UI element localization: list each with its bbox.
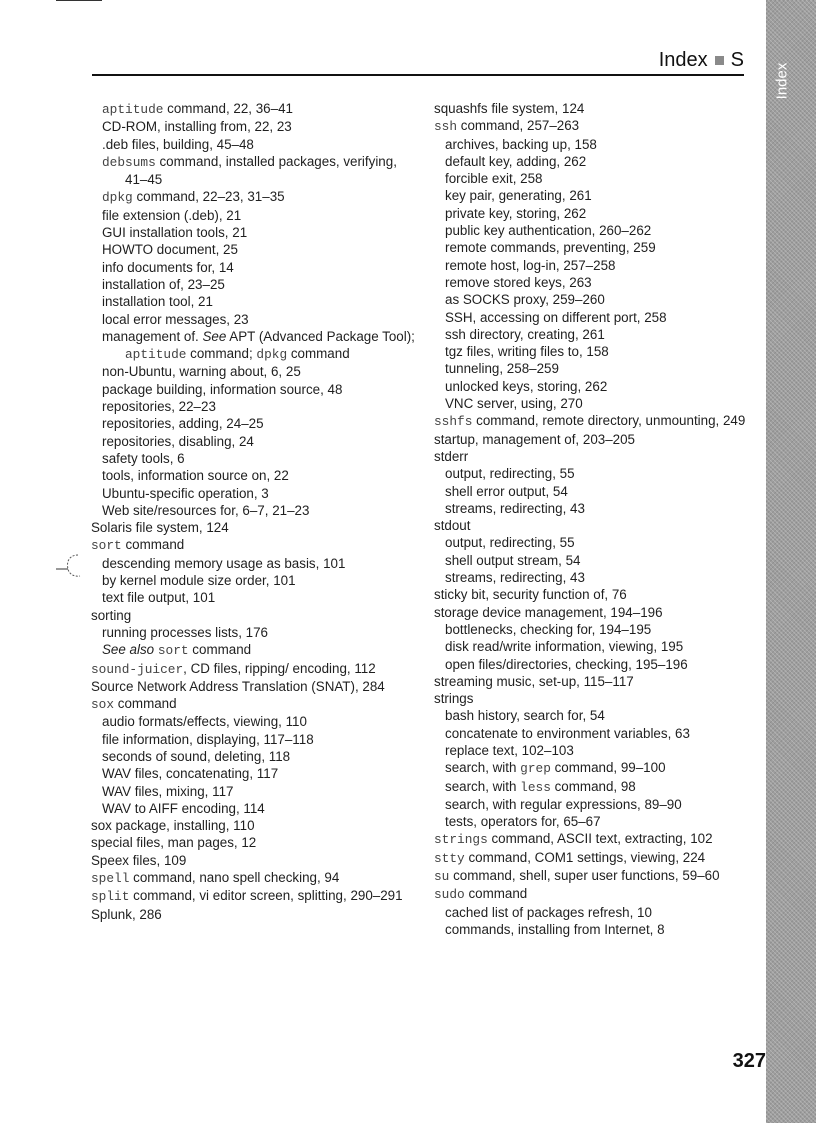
index-subentry — [434, 921, 764, 938]
index-subentry — [434, 742, 764, 759]
cross-reference: See also — [102, 642, 155, 658]
command-name: split — [91, 889, 130, 905]
index-subentry — [91, 188, 421, 206]
index-entry — [434, 830, 764, 848]
entry-text: command, 22–23, 31–35 — [132, 189, 285, 205]
entry-text: SSH, accessing on different port, 258 — [445, 309, 667, 325]
crop-mark — [56, 0, 102, 1]
entry-text: strings — [434, 691, 474, 707]
command-name: strings — [434, 832, 488, 848]
entry-text: archives, backing up, 158 — [445, 136, 597, 152]
command-name: sox — [91, 697, 115, 713]
entry-text: Splunk, 286 — [91, 906, 162, 922]
entry-text: command, shell, super user functions, 59–60 — [449, 868, 720, 884]
index-column-right — [434, 100, 764, 938]
entry-text: bottlenecks, checking for, 194–195 — [445, 621, 652, 637]
entry-text: info documents for, 14 — [102, 259, 234, 275]
entry-text: tests, operators for, 65–67 — [445, 814, 601, 830]
entry-text: sorting — [91, 607, 132, 623]
index-entry — [434, 431, 764, 448]
command-name: grep — [520, 761, 551, 777]
entry-text: non-Ubuntu, warning about, 6, 25 — [102, 364, 301, 380]
index-subentry — [91, 311, 421, 328]
entry-text: shell output stream, 54 — [445, 552, 581, 568]
entry-text: search, with — [445, 778, 521, 794]
entry-text: streams, redirecting, 43 — [445, 500, 585, 516]
entry-text: output, redirecting, 55 — [445, 535, 575, 551]
entry-text: command, 257–263 — [457, 118, 580, 134]
index-entry — [434, 673, 764, 690]
index-entry — [91, 869, 421, 887]
index-entry — [91, 660, 421, 678]
index-subentry — [434, 360, 764, 377]
index-entry — [91, 536, 421, 554]
index-subentry — [91, 136, 421, 153]
index-subentry — [91, 259, 421, 276]
index-entry — [434, 885, 764, 903]
entry-text: .deb files, building, 45–48 — [102, 136, 254, 152]
entry-text: installation of, 23–25 — [102, 276, 225, 292]
index-subentry — [434, 778, 764, 796]
entry-text: repositories, 22–23 — [102, 399, 216, 415]
command-name: sound-juicer — [91, 661, 184, 677]
entry-text: audio formats/effects, viewing, 110 — [102, 714, 307, 730]
command-name: sshfs — [434, 414, 473, 430]
command-name: dpkg — [102, 190, 133, 206]
index-subentry — [91, 241, 421, 258]
entry-text: safety tools, 6 — [102, 450, 185, 466]
cross-reference: See — [202, 328, 227, 344]
index-subentry — [434, 483, 764, 500]
entry-text: stderr — [434, 448, 469, 464]
index-entry — [91, 519, 421, 536]
index-subentry — [434, 291, 764, 308]
entry-text: text file output, 101 — [102, 590, 216, 606]
entry-text: streaming music, set-up, 115–117 — [434, 673, 634, 689]
index-subentry — [434, 239, 764, 256]
entry-text: command — [121, 537, 185, 553]
index-entry — [91, 834, 421, 851]
index-subentry — [434, 552, 764, 569]
index-subentry — [434, 796, 764, 813]
index-column-left — [91, 100, 421, 923]
entry-text: command, nano spell checking, 94 — [129, 870, 340, 886]
command-name: su — [434, 869, 450, 885]
entry-text: by kernel module size order, 101 — [102, 573, 296, 589]
index-subentry — [91, 572, 421, 589]
entry-text: commands, installing from Internet, 8 — [445, 921, 665, 937]
entry-text: sticky bit, security function of, 76 — [434, 587, 627, 603]
index-subentry — [434, 656, 764, 673]
index-subentry — [434, 257, 764, 274]
entry-text: private key, storing, 262 — [445, 205, 587, 221]
index-subentry — [91, 276, 421, 293]
entry-text: CD-ROM, installing from, 22, 23 — [102, 119, 292, 135]
index-entry — [434, 448, 764, 465]
index-subentry — [91, 485, 421, 502]
index-entry — [434, 117, 764, 135]
index-subentry — [91, 207, 421, 224]
entry-text: replace text, 102–103 — [445, 742, 574, 758]
entry-text: forcible exit, 258 — [445, 171, 543, 187]
entry-text: sox package, installing, 110 — [91, 818, 255, 834]
command-name: ssh — [434, 119, 458, 135]
entry-text: Ubuntu-specific operation, 3 — [102, 485, 269, 501]
entry-text: Solaris file system, 124 — [91, 520, 229, 536]
entry-text: file information, displaying, 117–118 — [102, 731, 314, 747]
entry-text: command, vi editor screen, splitting, 290–291 — [129, 888, 403, 904]
entry-text: streams, redirecting, 43 — [445, 570, 585, 586]
index-subentry — [434, 813, 764, 830]
index-subentry — [434, 569, 764, 586]
index-subentry — [91, 224, 421, 241]
index-subentry — [91, 433, 421, 450]
entry-text: remote host, log-in, 257–258 — [445, 257, 616, 273]
index-entry — [91, 607, 421, 624]
index-subentry — [91, 555, 421, 572]
index-subentry — [91, 415, 421, 432]
index-subentry — [434, 725, 764, 742]
entry-text: Web site/resources for, 6–7, 21–23 — [102, 502, 310, 518]
entry-text: public key authentication, 260–262 — [445, 223, 652, 239]
entry-text: shell error output, 54 — [445, 483, 568, 499]
command-name: dpkg — [256, 347, 288, 363]
index-subentry — [434, 621, 764, 638]
entry-text: WAV files, mixing, 117 — [102, 783, 234, 799]
index-subentry — [434, 638, 764, 655]
entry-text: bash history, search for, 54 — [445, 708, 605, 724]
entry-text: command — [114, 696, 177, 712]
entry-text: Source Network Address Translation (SNAT), 284 — [91, 678, 385, 694]
index-subentry — [434, 534, 764, 551]
index-entry — [91, 817, 421, 834]
index-entry — [434, 690, 764, 707]
index-subentry — [434, 205, 764, 222]
command-name: debsums — [102, 154, 156, 170]
command-name: sudo — [434, 887, 465, 903]
entry-text: output, redirecting, 55 — [445, 466, 575, 482]
index-subentry — [91, 783, 421, 800]
page-number: 327 — [732, 1050, 766, 1072]
entry-text: repositories, adding, 24–25 — [102, 416, 264, 432]
index-subentry — [91, 153, 421, 189]
index-entry — [434, 517, 764, 534]
entry-text: concatenate to environment variables, 63 — [445, 725, 690, 741]
index-subentry — [434, 170, 764, 187]
index-subentry — [434, 222, 764, 239]
side-tab-label: Index — [773, 62, 791, 100]
entry-text: tgz files, writing files to, 158 — [445, 344, 609, 360]
entry-text: unlocked keys, storing, 262 — [445, 378, 608, 394]
entry-text: command — [188, 642, 252, 658]
entry-text: command, 99–100 — [550, 760, 666, 776]
entry-text: Speex files, 109 — [91, 852, 187, 868]
entry-text: , CD files, ripping/ encoding, 112 — [183, 660, 376, 676]
index-subentry — [91, 731, 421, 748]
entry-text: tools, information source on, 22 — [102, 468, 289, 484]
index-subentry — [434, 707, 764, 724]
index-subentry — [434, 274, 764, 291]
entry-text: local error messages, 23 — [102, 311, 249, 327]
index-subentry — [91, 502, 421, 519]
running-header — [92, 48, 744, 76]
entry-text: search, with regular expressions, 89–90 — [445, 796, 682, 812]
entry-text: WAV to AIFF encoding, 114 — [102, 800, 265, 816]
entry-text: command, ASCII text, extracting, 102 — [487, 831, 713, 847]
index-entry — [91, 678, 421, 695]
index-subentry — [91, 641, 421, 659]
entry-text: file extension (.deb), 21 — [102, 207, 242, 223]
header-separator-square — [715, 56, 724, 65]
index-subentry — [434, 187, 764, 204]
entry-text: command, 98 — [550, 778, 636, 794]
entry-text: open files/directories, checking, 195–196 — [445, 656, 688, 672]
entry-text: startup, management of, 203–205 — [434, 431, 635, 447]
entry-text: GUI installation tools, 21 — [102, 225, 248, 241]
index-entry — [91, 906, 421, 923]
entry-text: descending memory usage as basis, 101 — [102, 555, 346, 571]
entry-text: ssh directory, creating, 261 — [445, 326, 605, 342]
index-subentry — [91, 589, 421, 606]
index-subentry — [91, 765, 421, 782]
entry-text: key pair, generating, 261 — [445, 188, 592, 204]
entry-text: HOWTO document, 25 — [102, 242, 238, 258]
index-subentry — [91, 467, 421, 484]
entry-text: command; — [186, 346, 257, 362]
command-name: aptitude — [102, 102, 164, 117]
entry-text: package building, information source, 48 — [102, 381, 343, 397]
index-subentry — [91, 293, 421, 310]
entry-text: special files, man pages, 12 — [91, 835, 257, 851]
index-subentry — [434, 759, 764, 777]
index-subentry — [91, 118, 421, 135]
index-entry — [434, 867, 764, 885]
entry-text: cached list of packages refresh, 10 — [445, 904, 652, 920]
index-subentry — [434, 395, 764, 412]
index-subentry — [434, 136, 764, 153]
entry-text: command, 22, 36–41 — [163, 101, 293, 116]
index-subentry — [91, 398, 421, 415]
index-subentry — [91, 450, 421, 467]
entry-text: squashfs file system, 124 — [434, 101, 585, 116]
entry-text: remote commands, preventing, 259 — [445, 240, 656, 256]
entry-text: VNC server, using, 270 — [445, 396, 583, 412]
entry-text: WAV files, concatenating, 117 — [102, 766, 279, 782]
command-name: aptitude — [125, 347, 187, 363]
entry-text: stdout — [434, 518, 471, 534]
index-subentry — [434, 500, 764, 517]
header-section: Index — [658, 49, 708, 71]
entry-text: installation tool, 21 — [102, 294, 213, 310]
entry-text: search, with — [445, 760, 521, 776]
index-subentry — [434, 309, 764, 326]
index-subentry — [91, 363, 421, 380]
index-subentry — [434, 904, 764, 921]
command-name: spell — [91, 871, 130, 887]
index-entry — [434, 586, 764, 603]
index-subentry — [434, 326, 764, 343]
entry-text: storage device management, 194–196 — [434, 604, 663, 620]
entry-text: default key, adding, 262 — [445, 153, 587, 169]
index-entry — [434, 849, 764, 867]
entry-text: running processes lists, 176 — [102, 624, 268, 640]
margin-annotation-mark — [56, 549, 86, 579]
index-entry — [434, 100, 764, 117]
entry-text: as SOCKS proxy, 259–260 — [445, 292, 605, 308]
entry-text: command — [464, 886, 528, 902]
entry-text: seconds of sound, deleting, 118 — [102, 748, 291, 764]
command-name: stty — [434, 850, 465, 866]
entry-text: remove stored keys, 263 — [445, 274, 592, 290]
header-letter: S — [730, 49, 744, 71]
index-subentry — [434, 465, 764, 482]
command-name: sort — [157, 643, 189, 659]
side-tab-label-box — [772, 58, 792, 104]
command-name: sort — [91, 538, 122, 554]
index-subentry — [91, 713, 421, 730]
entry-text: disk read/write information, viewing, 195 — [445, 639, 684, 655]
entry-text: tunneling, 258–259 — [445, 361, 559, 377]
entry-text: management of. — [102, 328, 203, 344]
index-entry — [434, 604, 764, 621]
entry-text: command, COM1 settings, viewing, 224 — [464, 849, 706, 865]
index-subentry — [434, 343, 764, 360]
command-name: less — [520, 779, 551, 795]
index-entry — [434, 412, 764, 430]
index-subentry — [434, 153, 764, 170]
index-subentry — [434, 378, 764, 395]
entry-text: command — [287, 346, 350, 362]
index-entry — [91, 887, 421, 905]
entry-text: repositories, disabling, 24 — [102, 433, 254, 449]
index-subentry — [91, 328, 421, 364]
index-entry — [91, 695, 421, 713]
entry-text: command, installed packages, verifying, 41–45 — [125, 153, 397, 188]
entry-text: command, remote directory, unmounting, 249 — [472, 413, 746, 429]
side-tab — [766, 0, 816, 1123]
index-subentry — [91, 800, 421, 817]
index-subentry — [91, 100, 421, 118]
index-entry — [91, 852, 421, 869]
index-subentry — [91, 624, 421, 641]
index-subentry — [91, 748, 421, 765]
index-subentry — [91, 381, 421, 398]
entry-text: APT (Advanced Package Tool); — [226, 328, 415, 344]
